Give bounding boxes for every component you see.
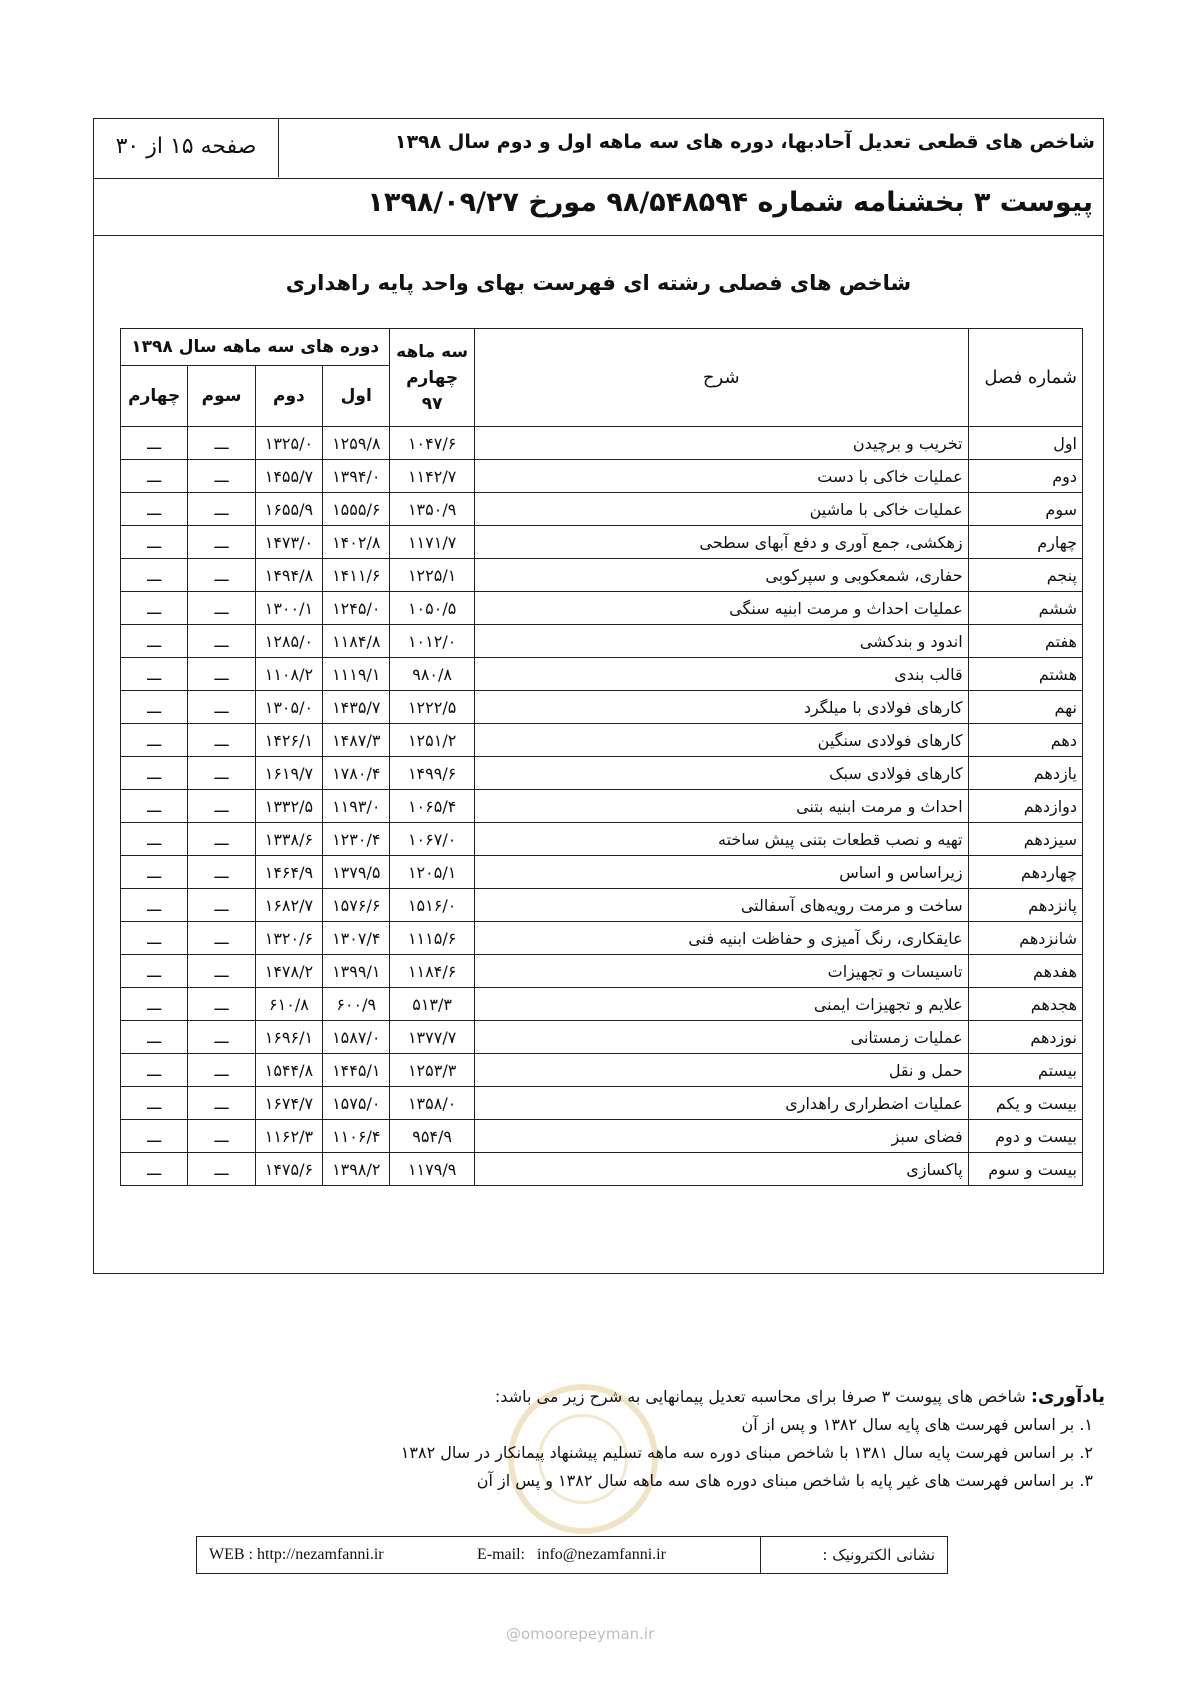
q2-cell: ۱۳۲۵/۰ bbox=[255, 427, 322, 460]
q4-97-cell: ۱۵۱۶/۰ bbox=[390, 889, 474, 922]
table-row bbox=[121, 427, 1083, 460]
q3-cell: ـــ bbox=[188, 889, 255, 922]
q1-cell: ۱۴۳۵/۷ bbox=[323, 691, 390, 724]
table-row bbox=[121, 823, 1083, 856]
q1-cell: ۱۱۹۳/۰ bbox=[323, 790, 390, 823]
q4-cell: ـــ bbox=[121, 955, 188, 988]
q4-cell: ـــ bbox=[121, 1021, 188, 1054]
q3-cell: ـــ bbox=[188, 757, 255, 790]
q2-cell: ۱۶۹۶/۱ bbox=[255, 1021, 322, 1054]
section-no-cell: چهارم bbox=[968, 526, 1082, 559]
contact-label: نشانی الکترونیک : bbox=[822, 1546, 935, 1564]
table-row bbox=[121, 856, 1083, 889]
q4-cell: ـــ bbox=[121, 691, 188, 724]
q1-cell: ۱۳۹۹/۱ bbox=[323, 955, 390, 988]
q4-cell: ـــ bbox=[121, 790, 188, 823]
section-no-cell: دوازدهم bbox=[968, 790, 1082, 823]
q3-cell: ـــ bbox=[188, 856, 255, 889]
q4-cell: ـــ bbox=[121, 922, 188, 955]
q4-cell: ـــ bbox=[121, 988, 188, 1021]
q4-97-cell: ۱۲۵۱/۲ bbox=[390, 724, 474, 757]
section-no-cell: هشتم bbox=[968, 658, 1082, 691]
section-no-cell: بیست و یکم bbox=[968, 1087, 1082, 1120]
q4-97-cell: ۱۰۴۷/۶ bbox=[390, 427, 474, 460]
q2-cell: ۱۴۵۵/۷ bbox=[255, 460, 322, 493]
header-section-no: شماره فصل bbox=[968, 329, 1082, 427]
q1-cell: ۱۷۸۰/۴ bbox=[323, 757, 390, 790]
index-table bbox=[120, 328, 1083, 1186]
table-row bbox=[121, 1054, 1083, 1087]
description-cell: حفاری، شمعکوبی و سپرکوبی bbox=[474, 559, 968, 592]
section-no-cell: هفتم bbox=[968, 625, 1082, 658]
section-no-cell: هجدهم bbox=[968, 988, 1082, 1021]
q2-cell: ۱۳۲۰/۶ bbox=[255, 922, 322, 955]
q3-cell: ـــ bbox=[188, 1054, 255, 1087]
q4-cell: ـــ bbox=[121, 526, 188, 559]
q2-cell: ۱۱۶۲/۳ bbox=[255, 1120, 322, 1153]
description-cell: علایم و تجهیزات ایمنی bbox=[474, 988, 968, 1021]
q4-97-cell: ۱۰۱۲/۰ bbox=[390, 625, 474, 658]
q3-cell: ـــ bbox=[188, 724, 255, 757]
description-cell: زیراساس و اساس bbox=[474, 856, 968, 889]
description-cell: قالب بندی bbox=[474, 658, 968, 691]
q1-cell: ۱۳۹۴/۰ bbox=[323, 460, 390, 493]
q2-cell: ۱۴۲۶/۱ bbox=[255, 724, 322, 757]
table-row bbox=[121, 658, 1083, 691]
section-no-cell: دوم bbox=[968, 460, 1082, 493]
q3-cell: ـــ bbox=[188, 823, 255, 856]
description-cell: عملیات اضطراری راهداری bbox=[474, 1087, 968, 1120]
q4-97-cell: ۱۳۵۰/۹ bbox=[390, 493, 474, 526]
q4-97-cell: ۱۰۵۰/۵ bbox=[390, 592, 474, 625]
q4-97-cell: ۱۱۴۲/۷ bbox=[390, 460, 474, 493]
description-cell: تهیه و نصب قطعات بتنی پیش ساخته bbox=[474, 823, 968, 856]
table-row bbox=[121, 922, 1083, 955]
q2-cell: ۱۴۶۴/۹ bbox=[255, 856, 322, 889]
section-no-cell: سوم bbox=[968, 493, 1082, 526]
note-item: ۳. بر اساس فهرست های غیر پایه با شاخص مبنای دوره های سه ماهه سال ۱۳۸۲ و پس از آن bbox=[476, 1471, 1093, 1490]
description-cell: عملیات خاکی با دست bbox=[474, 460, 968, 493]
table-row bbox=[121, 988, 1083, 1021]
q4-97-cell: ۱۲۵۳/۳ bbox=[390, 1054, 474, 1087]
section-no-cell: بیستم bbox=[968, 1054, 1082, 1087]
watermark-text: @omoorepeyman.ir bbox=[506, 1625, 655, 1643]
q1-cell: ۶۰۰/۹ bbox=[323, 988, 390, 1021]
q1-cell: ۱۱۰۶/۴ bbox=[323, 1120, 390, 1153]
q1-cell: ۱۲۴۵/۰ bbox=[323, 592, 390, 625]
notes-lead: یادآوری: bbox=[1030, 1386, 1105, 1407]
q4-97-cell: ۱۲۲۲/۵ bbox=[390, 691, 474, 724]
email-label: E-mail: bbox=[477, 1546, 525, 1563]
q2-cell: ۱۴۷۸/۲ bbox=[255, 955, 322, 988]
q4-cell: ـــ bbox=[121, 559, 188, 592]
section-no-cell: هفدهم bbox=[968, 955, 1082, 988]
q1-cell: ۱۱۱۹/۱ bbox=[323, 658, 390, 691]
q2-cell: ۱۴۷۳/۰ bbox=[255, 526, 322, 559]
q3-cell: ـــ bbox=[188, 427, 255, 460]
q4-cell: ـــ bbox=[121, 658, 188, 691]
section-no-cell: ششم bbox=[968, 592, 1082, 625]
website-link[interactable]: WEB : http://nezamfanni.ir bbox=[209, 1546, 384, 1563]
q2-cell: ۱۳۰۰/۱ bbox=[255, 592, 322, 625]
q2-cell: ۱۳۳۸/۶ bbox=[255, 823, 322, 856]
q3-cell: ـــ bbox=[188, 1021, 255, 1054]
page-number-box bbox=[94, 119, 279, 177]
description-cell: عملیات زمستانی bbox=[474, 1021, 968, 1054]
q3-cell: ـــ bbox=[188, 658, 255, 691]
section-no-cell: پانزدهم bbox=[968, 889, 1082, 922]
table-row bbox=[121, 1087, 1083, 1120]
table-row bbox=[121, 955, 1083, 988]
header-q4: چهارم bbox=[121, 366, 188, 427]
q3-cell: ـــ bbox=[188, 526, 255, 559]
q4-cell: ـــ bbox=[121, 427, 188, 460]
header-quarters-1398: دوره های سه ماهه سال ۱۳۹۸ bbox=[121, 329, 390, 366]
contact-box bbox=[196, 1536, 948, 1574]
q1-cell: ۱۲۵۹/۸ bbox=[323, 427, 390, 460]
q4-cell: ـــ bbox=[121, 757, 188, 790]
q4-97-cell: ۵۱۳/۳ bbox=[390, 988, 474, 1021]
table-row bbox=[121, 625, 1083, 658]
description-cell: اندود و بندکشی bbox=[474, 625, 968, 658]
table-body bbox=[121, 427, 1083, 1186]
q3-cell: ـــ bbox=[188, 493, 255, 526]
q4-97-cell: ۱۱۷۱/۷ bbox=[390, 526, 474, 559]
q2-cell: ۱۳۰۵/۰ bbox=[255, 691, 322, 724]
section-no-cell: نوزدهم bbox=[968, 1021, 1082, 1054]
q4-cell: ـــ bbox=[121, 625, 188, 658]
q1-cell: ۱۲۳۰/۴ bbox=[323, 823, 390, 856]
q2-cell: ۱۲۸۵/۰ bbox=[255, 625, 322, 658]
section-no-cell: نهم bbox=[968, 691, 1082, 724]
q4-97-cell: ۹۵۴/۹ bbox=[390, 1120, 474, 1153]
table-row bbox=[121, 757, 1083, 790]
subtitle-row bbox=[94, 179, 1103, 236]
q3-cell: ـــ bbox=[188, 790, 255, 823]
header-description: شرح bbox=[474, 329, 968, 427]
table-row bbox=[121, 1153, 1083, 1186]
q4-97-cell: ۱۳۷۷/۷ bbox=[390, 1021, 474, 1054]
q4-97-cell: ۱۰۶۵/۴ bbox=[390, 790, 474, 823]
note-item: ۲. بر اساس فهرست پایه سال ۱۳۸۱ با شاخص مبنای دوره سه ماهه تسلیم پیشنهاد پیمانکار در سال ۱۳۸۲ bbox=[400, 1443, 1093, 1462]
description-cell: تاسیسات و تجهیزات bbox=[474, 955, 968, 988]
table-row bbox=[121, 592, 1083, 625]
q2-cell: ۱۳۳۲/۵ bbox=[255, 790, 322, 823]
q4-97-cell: ۱۰۶۷/۰ bbox=[390, 823, 474, 856]
q4-97-cell: ۱۴۹۹/۶ bbox=[390, 757, 474, 790]
q1-cell: ۱۴۴۵/۱ bbox=[323, 1054, 390, 1087]
q1-cell: ۱۵۸۷/۰ bbox=[323, 1021, 390, 1054]
section-no-cell: پنجم bbox=[968, 559, 1082, 592]
q2-cell: ۱۱۰۸/۲ bbox=[255, 658, 322, 691]
description-cell: عایقکاری، رنگ آمیزی و حفاظت ابنیه فنی bbox=[474, 922, 968, 955]
q1-cell: ۱۱۸۴/۸ bbox=[323, 625, 390, 658]
q2-cell: ۱۶۵۵/۹ bbox=[255, 493, 322, 526]
note-item: ۱. بر اساس فهرست های پایه سال ۱۳۸۲ و پس از آن bbox=[741, 1415, 1093, 1434]
table-row bbox=[121, 1021, 1083, 1054]
table-row bbox=[121, 724, 1083, 757]
section-title: شاخص های فصلی رشته ای فهرست بهای واحد پایه راهداری bbox=[285, 271, 912, 295]
q1-cell: ۱۴۱۱/۶ bbox=[323, 559, 390, 592]
q4-97-cell: ۱۱۸۴/۶ bbox=[390, 955, 474, 988]
q3-cell: ـــ bbox=[188, 955, 255, 988]
q1-cell: ۱۵۷۶/۶ bbox=[323, 889, 390, 922]
table-row bbox=[121, 460, 1083, 493]
q4-97-cell: ۱۳۵۸/۰ bbox=[390, 1087, 474, 1120]
q2-cell: ۶۱۰/۸ bbox=[255, 988, 322, 1021]
q4-97-cell: ۱۲۰۵/۱ bbox=[390, 856, 474, 889]
q4-97-cell: ۱۲۲۵/۱ bbox=[390, 559, 474, 592]
q3-cell: ـــ bbox=[188, 460, 255, 493]
q3-cell: ـــ bbox=[188, 1087, 255, 1120]
description-cell: ساخت و مرمت رویه‌های آسفالتی bbox=[474, 889, 968, 922]
document-title: شاخص های قطعی تعدیل آحادبها، دوره های سه ماهه اول و دوم سال ۱۳۹۸ bbox=[394, 131, 1095, 153]
description-cell: کارهای فولادی سبک bbox=[474, 757, 968, 790]
q2-cell: ۱۶۱۹/۷ bbox=[255, 757, 322, 790]
q3-cell: ـــ bbox=[188, 1153, 255, 1186]
q4-cell: ـــ bbox=[121, 1120, 188, 1153]
table-row bbox=[121, 790, 1083, 823]
q3-cell: ـــ bbox=[188, 922, 255, 955]
q4-cell: ـــ bbox=[121, 724, 188, 757]
header-q3: سوم bbox=[188, 366, 255, 427]
header-q1: اول bbox=[323, 366, 390, 427]
q2-cell: ۱۴۹۴/۸ bbox=[255, 559, 322, 592]
q3-cell: ـــ bbox=[188, 691, 255, 724]
q4-cell: ـــ bbox=[121, 889, 188, 922]
description-cell: زهکشی، جمع آوری و دفع آبهای سطحی bbox=[474, 526, 968, 559]
q4-cell: ـــ bbox=[121, 592, 188, 625]
description-cell: عملیات احداث و مرمت ابنیه سنگی bbox=[474, 592, 968, 625]
q3-cell: ـــ bbox=[188, 988, 255, 1021]
q4-97-cell: ۱۱۱۵/۶ bbox=[390, 922, 474, 955]
section-no-cell: چهاردهم bbox=[968, 856, 1082, 889]
q1-cell: ۱۵۵۵/۶ bbox=[323, 493, 390, 526]
table-row bbox=[121, 493, 1083, 526]
description-cell: پاکسازی bbox=[474, 1153, 968, 1186]
contact-divider bbox=[760, 1537, 761, 1573]
q4-cell: ـــ bbox=[121, 1087, 188, 1120]
q2-cell: ۱۶۸۲/۷ bbox=[255, 889, 322, 922]
description-cell: احداث و مرمت ابنیه بتنی bbox=[474, 790, 968, 823]
q4-97-cell: ۱۱۷۹/۹ bbox=[390, 1153, 474, 1186]
q4-97-cell: ۹۸۰/۸ bbox=[390, 658, 474, 691]
q2-cell: ۱۴۷۵/۶ bbox=[255, 1153, 322, 1186]
section-no-cell: بیست و سوم bbox=[968, 1153, 1082, 1186]
table-row bbox=[121, 691, 1083, 724]
document-frame bbox=[93, 118, 1104, 1274]
section-no-cell: دهم bbox=[968, 724, 1082, 757]
page-number: صفحه ۱۵ از ۳۰ bbox=[115, 134, 257, 159]
description-cell: کارهای فولادی با میلگرد bbox=[474, 691, 968, 724]
notes-intro-line bbox=[401, 1383, 1105, 1411]
description-cell: فضای سبز bbox=[474, 1120, 968, 1153]
section-no-cell: شانزدهم bbox=[968, 922, 1082, 955]
description-cell: حمل و نقل bbox=[474, 1054, 968, 1087]
description-cell: عملیات خاکی با ماشین bbox=[474, 493, 968, 526]
q3-cell: ـــ bbox=[188, 625, 255, 658]
q1-cell: ۱۵۷۵/۰ bbox=[323, 1087, 390, 1120]
q4-cell: ـــ bbox=[121, 493, 188, 526]
notes-block bbox=[401, 1383, 1105, 1495]
table-row bbox=[121, 526, 1083, 559]
header-row bbox=[94, 119, 1103, 179]
table-row bbox=[121, 1120, 1083, 1153]
q3-cell: ـــ bbox=[188, 592, 255, 625]
q1-cell: ۱۴۰۲/۸ bbox=[323, 526, 390, 559]
section-no-cell: اول bbox=[968, 427, 1082, 460]
q1-cell: ۱۳۰۷/۴ bbox=[323, 922, 390, 955]
table-row bbox=[121, 559, 1083, 592]
description-cell: تخریب و برچیدن bbox=[474, 427, 968, 460]
circular-reference: پیوست ۳ بخشنامه شماره ۹۸/۵۴۸۵۹۴ مورخ ۱۳۹۸/۰۹/۲۷ bbox=[367, 187, 1093, 218]
section-no-cell: بیست و دوم bbox=[968, 1120, 1082, 1153]
q4-cell: ـــ bbox=[121, 856, 188, 889]
q4-cell: ـــ bbox=[121, 823, 188, 856]
q1-cell: ۱۴۸۷/۳ bbox=[323, 724, 390, 757]
description-cell: کارهای فولادی سنگین bbox=[474, 724, 968, 757]
q4-cell: ـــ bbox=[121, 1153, 188, 1186]
q4-cell: ـــ bbox=[121, 460, 188, 493]
section-no-cell: یازدهم bbox=[968, 757, 1082, 790]
q4-cell: ـــ bbox=[121, 1054, 188, 1087]
q1-cell: ۱۳۷۹/۵ bbox=[323, 856, 390, 889]
notes-intro: شاخص های پیوست ۳ صرفا برای محاسبه تعدیل پیمانهایی به شرح زیر می باشد: bbox=[494, 1387, 1026, 1406]
q3-cell: ـــ bbox=[188, 1120, 255, 1153]
table-row bbox=[121, 889, 1083, 922]
header-q4-97: سه ماهه چهارم ۹۷ bbox=[390, 329, 474, 427]
q2-cell: ۱۵۴۴/۸ bbox=[255, 1054, 322, 1087]
header-q2: دوم bbox=[255, 366, 322, 427]
section-no-cell: سیزدهم bbox=[968, 823, 1082, 856]
q2-cell: ۱۶۷۴/۷ bbox=[255, 1087, 322, 1120]
q3-cell: ـــ bbox=[188, 559, 255, 592]
q1-cell: ۱۳۹۸/۲ bbox=[323, 1153, 390, 1186]
email-link[interactable]: info@nezamfanni.ir bbox=[537, 1546, 666, 1563]
